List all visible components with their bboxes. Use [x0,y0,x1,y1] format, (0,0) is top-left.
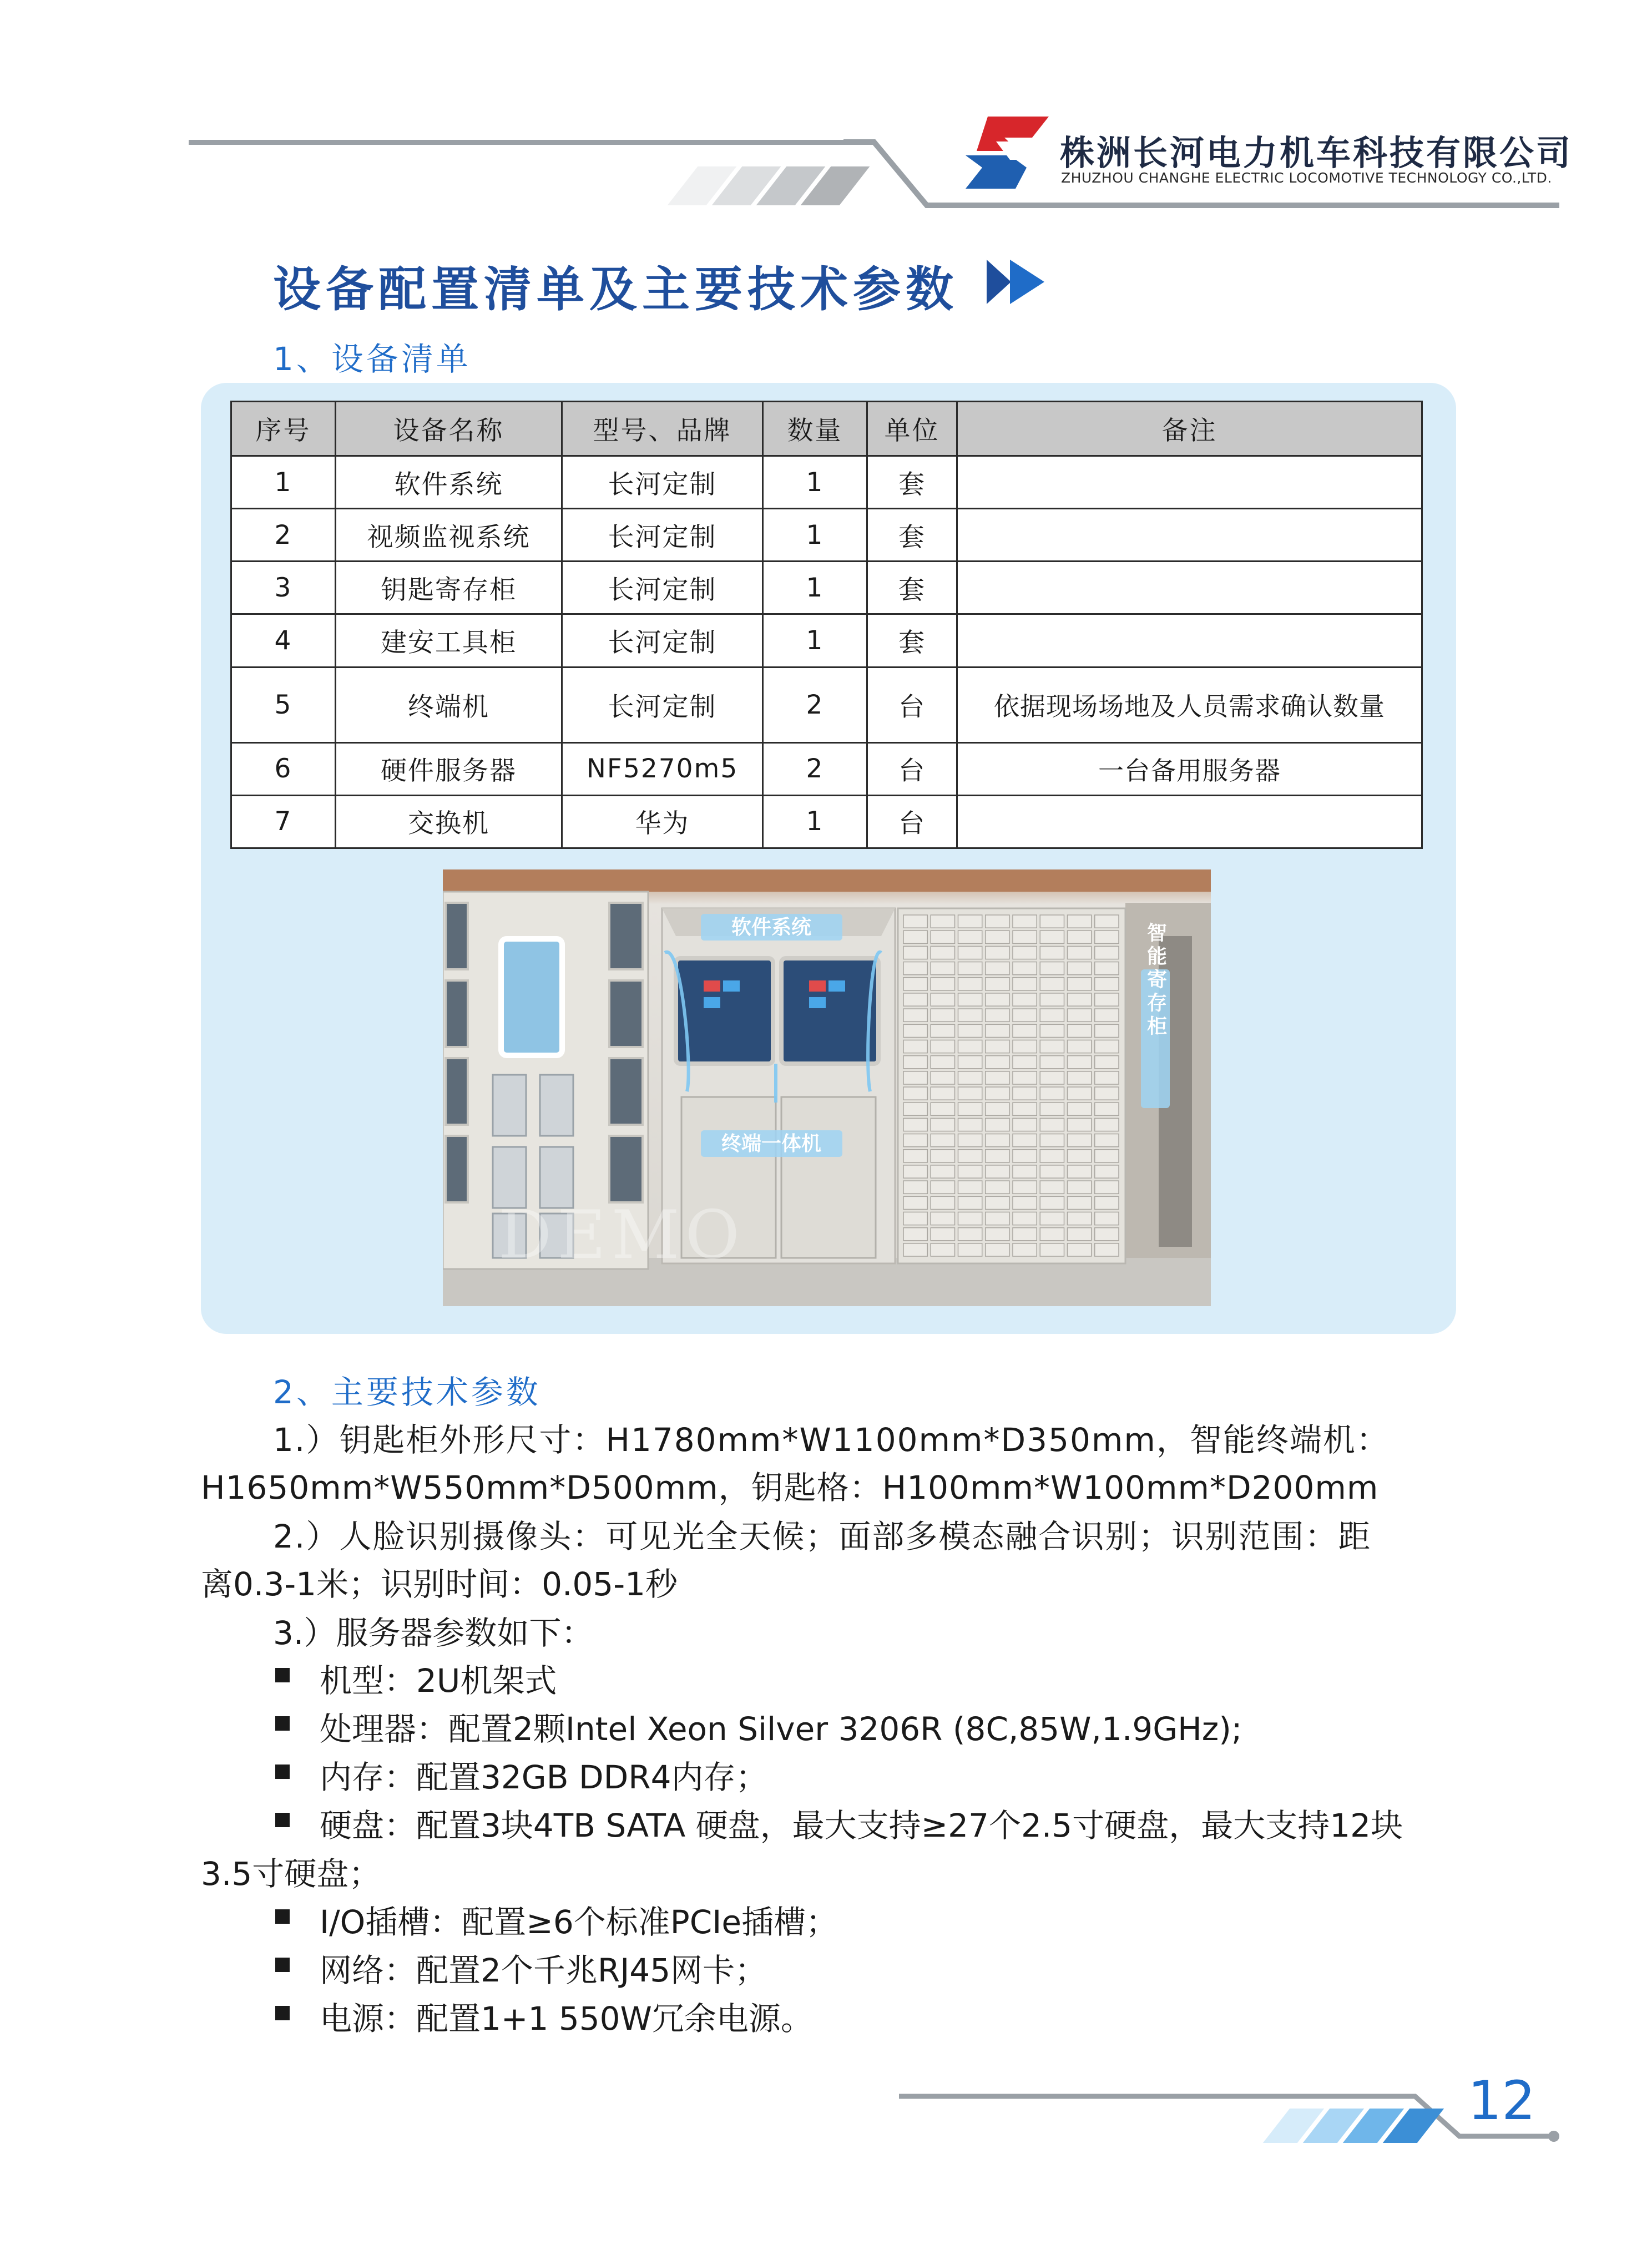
locker-door [1095,1056,1119,1069]
locker-door [931,1212,954,1225]
locker-door [1068,978,1092,990]
locker-door [958,915,982,928]
list-item: 硬盘：配置3块4TB SATA 硬盘，最大支持≥27个2.5寸硬盘，最大支持12块 [320,1807,1403,1844]
locker-door [903,1181,927,1194]
table-header-row [231,402,1422,456]
cell-model: 华为 [562,795,763,848]
locker-door [1068,993,1092,1006]
locker-door [903,1118,927,1131]
locker-door [1013,915,1037,928]
locker-door [986,1103,1009,1115]
locker-door [931,1040,954,1053]
cell-no: 6 [231,742,336,795]
param-2-line-1: 2.）人脸识别摄像头：可见光全天候；面部多模态融合识别；识别范围：距 [273,1518,1372,1555]
locker-door [986,993,1009,1006]
locker-door [1095,1103,1119,1115]
locker-door [1068,1181,1092,1194]
bullet-icon [275,2006,290,2020]
cell-no: 5 [231,667,336,742]
company-name-cn: 株洲长河电力机车科技有限公司 [1060,133,1573,173]
photo-label-locker: 智能寄存柜 [1144,922,1167,1039]
locker-door [958,1243,982,1256]
locker-door [1068,1196,1092,1209]
cell-note: 一台备用服务器 [957,742,1422,795]
cell-unit: 套 [867,509,957,562]
locker-door [1095,993,1119,1006]
locker-door [1013,1040,1037,1053]
locker-door [1068,1056,1092,1069]
locker-door [1013,1103,1037,1115]
locker-door [1013,1181,1037,1194]
locker-door [958,1056,982,1069]
cell-name: 交换机 [336,795,562,848]
cell-no: 1 [231,456,336,509]
bullet-icon [275,1765,290,1779]
bullet-icon [275,1909,290,1924]
locker-door [1068,1024,1092,1037]
locker-door [1095,1009,1119,1022]
cell-unit: 台 [867,667,957,742]
locker-door [958,1150,982,1162]
cell-unit: 台 [867,795,957,848]
table-row [231,742,1422,795]
locker-door [1040,993,1064,1006]
locker-door [958,1118,982,1131]
locker-door [986,978,1009,990]
locker-door [1095,1243,1119,1256]
locker-door [1068,1087,1092,1100]
locker-door [1068,1243,1092,1256]
bullet-icon [275,1813,290,1827]
locker-door [903,1134,927,1147]
cell-note [957,562,1422,614]
cell-qty: 1 [763,795,867,848]
section-2-heading: 2、主要技术参数 [273,1373,541,1411]
cell-unit: 套 [867,456,957,509]
locker-door [1040,1071,1064,1084]
list-item-continuation: 3.5寸硬盘； [201,1855,381,1893]
locker-door [986,1024,1009,1037]
locker-door [986,1228,1009,1241]
list-item: 内存：配置32GB DDR4内存； [320,1758,768,1796]
locker-door [903,1087,927,1100]
cell-name: 钥匙寄存柜 [336,562,562,614]
locker-door [1095,1212,1119,1225]
locker-door [903,946,927,959]
locker-door [958,1134,982,1147]
cell-unit: 台 [867,742,957,795]
locker-door [1068,1212,1092,1225]
locker-door [986,1196,1009,1209]
locker-door [1040,1087,1064,1100]
locker-door [1013,1134,1037,1147]
cell-unit: 套 [867,614,957,667]
locker-door [1013,1087,1037,1100]
bullet-icon [275,1958,290,1972]
locker-door [1068,1071,1092,1084]
locker-door [1040,1243,1064,1256]
table-row [231,614,1422,667]
photo-watermark: DEMO [498,1197,746,1274]
locker-door [1013,962,1037,975]
locker-door [903,1056,927,1069]
equipment-photo [443,869,1211,1306]
locker-door [958,978,982,990]
param-2-line-2: 离0.3-1米；识别时间：0.05-1秒 [201,1565,678,1603]
cell-unit: 套 [867,562,957,614]
locker-door [931,931,954,943]
locker-door [903,993,927,1006]
locker-door [1040,962,1064,975]
locker-door [1068,1150,1092,1162]
locker-door [1040,1181,1064,1194]
locker-door [958,1228,982,1241]
locker-door [1040,1118,1064,1131]
locker-door [986,1165,1009,1178]
locker-door [931,1103,954,1115]
locker-door [986,1071,1009,1084]
locker-door [1040,1212,1064,1225]
col-header-qty: 数量 [763,402,867,456]
locker-door [958,1087,982,1100]
locker-door [1013,1196,1037,1209]
locker-door [958,962,982,975]
locker-door [1040,915,1064,928]
locker-door [986,1087,1009,1100]
locker-door [1013,946,1037,959]
locker-door [1040,1024,1064,1037]
locker-door [1013,1150,1037,1162]
param-1-line-2: H1650mm*W550mm*D500mm，钥匙格：H100mm*W100mm*D200mm [201,1469,1379,1506]
locker-door [1095,1024,1119,1037]
locker-door [1095,1165,1119,1178]
cell-no: 2 [231,509,336,562]
locker-door [1095,1181,1119,1194]
cell-model: 长河定制 [562,667,763,742]
locker-door [931,993,954,1006]
locker-door [931,1087,954,1100]
locker-door [958,946,982,959]
locker-door [1068,1118,1092,1131]
double-arrow-icon [987,260,1044,304]
locker-door [931,1056,954,1069]
locker-door [1068,1165,1092,1178]
locker-door [986,1181,1009,1194]
list-item: 处理器：配置2颗Intel Xeon Silver 3206R (8C,85W,1.9GHz); [320,1710,1242,1748]
cell-model: NF5270m5 [562,742,763,795]
locker-door [903,1071,927,1084]
locker-door [958,993,982,1006]
locker-door [1095,1071,1119,1084]
company-name-en: ZHUZHOU CHANGHE ELECTRIC LOCOMOTIVE TECHNOLOGY CO.,LTD. [1061,170,1552,186]
locker-door [1040,1056,1064,1069]
locker-door [1013,1243,1037,1256]
locker-door [903,962,927,975]
locker-door [986,1134,1009,1147]
locker-door [903,1024,927,1037]
locker-door [931,978,954,990]
locker-door [1068,1040,1092,1053]
cell-model: 长河定制 [562,456,763,509]
locker-door [1040,1103,1064,1115]
locker-door [1095,978,1119,990]
list-item: 网络：配置2个千兆RJ45网卡； [320,1951,767,1989]
locker-door [1013,1009,1037,1022]
locker-door [1013,1118,1037,1131]
locker-door [958,1024,982,1037]
locker-door [958,1212,982,1225]
locker-door [903,931,927,943]
locker-door [903,1196,927,1209]
locker-door [958,1009,982,1022]
locker-door [931,1024,954,1037]
locker-door [1040,1150,1064,1162]
locker-door [986,1212,1009,1225]
col-header-name: 设备名称 [336,402,562,456]
cell-name: 硬件服务器 [336,742,562,795]
locker-door [1040,978,1064,990]
param-1-line-1: 1.）钥匙柜外形尺寸：H1780mm*W1100mm*D350mm，智能终端机： [273,1421,1390,1459]
cell-name: 软件系统 [336,456,562,509]
locker-door [931,915,954,928]
locker-door [903,1150,927,1162]
locker-door [931,1165,954,1178]
locker-door [1013,978,1037,990]
locker-door [1068,1103,1092,1115]
locker-door [1095,1196,1119,1209]
locker-door [1095,1087,1119,1100]
locker-door [903,1212,927,1225]
locker-door [958,1165,982,1178]
cell-model: 长河定制 [562,509,763,562]
list-item: I/O插槽：配置≥6个标准PCIe插槽； [320,1903,838,1941]
cell-qty: 2 [763,742,867,795]
locker-door [1040,1228,1064,1241]
locker-door [1013,1071,1037,1084]
company-logo [966,117,1049,189]
cell-no: 3 [231,562,336,614]
list-item: 机型：2U机架式 [320,1662,557,1700]
locker-door [1040,931,1064,943]
page-number: 12 [1468,2070,1536,2132]
locker-door [958,1196,982,1209]
cell-qty: 1 [763,509,867,562]
locker-door [986,915,1009,928]
table-row [231,562,1422,614]
locker-door [986,962,1009,975]
equipment-table [230,401,1423,849]
cell-qty: 1 [763,562,867,614]
locker-door [986,946,1009,959]
table-row [231,456,1422,509]
locker-door [986,1056,1009,1069]
locker-door [1040,946,1064,959]
col-header-unit: 单位 [867,402,957,456]
table-row [231,795,1422,848]
locker-door [931,1243,954,1256]
cell-note [957,509,1422,562]
col-header-model: 型号、品牌 [562,402,763,456]
cell-model: 长河定制 [562,562,763,614]
bullet-icon [275,1716,290,1731]
locker-door [931,946,954,959]
locker-door [1095,915,1119,928]
col-header-note: 备注 [957,402,1422,456]
header-rule [189,140,849,145]
locker-door [931,1228,954,1241]
locker-door [1095,1150,1119,1162]
locker-door [1013,1165,1037,1178]
locker-door [958,1040,982,1053]
locker-door [931,1134,954,1147]
locker-door [903,1103,927,1115]
locker-door [1068,1134,1092,1147]
page-title: 设备配置清单及主要技术参数 [273,262,958,317]
locker-door [931,962,954,975]
table-row [231,667,1422,742]
cell-note: 依据现场场地及人员需求确认数量 [957,667,1422,742]
locker-door [986,1118,1009,1131]
locker-door [1040,1040,1064,1053]
locker-door [903,1243,927,1256]
locker-door [1040,1134,1064,1147]
locker-door [1040,1165,1064,1178]
locker-door [1095,1040,1119,1053]
locker-door [931,1196,954,1209]
locker-door [931,1009,954,1022]
locker-door [1040,1009,1064,1022]
locker-door [1013,993,1037,1006]
photo-label-software: 软件系统 [731,916,812,939]
locker-door [903,1040,927,1053]
locker-door [1068,962,1092,975]
param-3: 3.）服务器参数如下： [273,1614,594,1652]
locker-door [958,1103,982,1115]
locker-door [1095,1118,1119,1131]
locker-door [931,1118,954,1131]
locker-door [958,1181,982,1194]
locker-door [1013,1024,1037,1037]
cell-name: 建安工具柜 [336,614,562,667]
bullet-icon [275,1668,290,1682]
locker-door [1068,915,1092,928]
cell-no: 7 [231,795,336,848]
section-1-heading: 1、设备清单 [273,340,471,378]
locker-door [1013,1212,1037,1225]
locker-door [1068,931,1092,943]
cell-qty: 1 [763,456,867,509]
locker-door [986,1009,1009,1022]
locker-door [903,1165,927,1178]
locker-door [1068,946,1092,959]
locker-door [1095,1228,1119,1241]
photo-label-terminal: 终端一体机 [721,1132,822,1155]
locker-door [903,1009,927,1022]
locker-door [1013,931,1037,943]
locker-door [1095,931,1119,943]
locker-door [1095,962,1119,975]
locker-door [931,1181,954,1194]
locker-door [931,1150,954,1162]
cell-note [957,614,1422,667]
cell-note [957,795,1422,848]
locker-door [903,978,927,990]
locker-door [1095,946,1119,959]
locker-door [1013,1228,1037,1241]
locker-door [1013,1056,1037,1069]
locker-door [986,931,1009,943]
footer-rule [899,2092,1565,2153]
col-header-no: 序号 [231,402,336,456]
locker-door [958,931,982,943]
cell-qty: 1 [763,614,867,667]
locker-door [986,1040,1009,1053]
locker-door [903,1228,927,1241]
locker-door [931,1071,954,1084]
cell-note [957,456,1422,509]
cell-model: 长河定制 [562,614,763,667]
list-item: 电源：配置1+1 550W冗余电源。 [320,2000,813,2038]
cell-no: 4 [231,614,336,667]
locker-door [958,1071,982,1084]
cell-name: 视频监视系统 [336,509,562,562]
locker-door [903,915,927,928]
locker-door [1040,1196,1064,1209]
locker-door [1068,1228,1092,1241]
cell-qty: 2 [763,667,867,742]
locker-door [986,1243,1009,1256]
locker-door [986,1150,1009,1162]
table-row [231,509,1422,562]
cell-name: 终端机 [336,667,562,742]
locker-door [1068,1009,1092,1022]
locker-door [1095,1134,1119,1147]
